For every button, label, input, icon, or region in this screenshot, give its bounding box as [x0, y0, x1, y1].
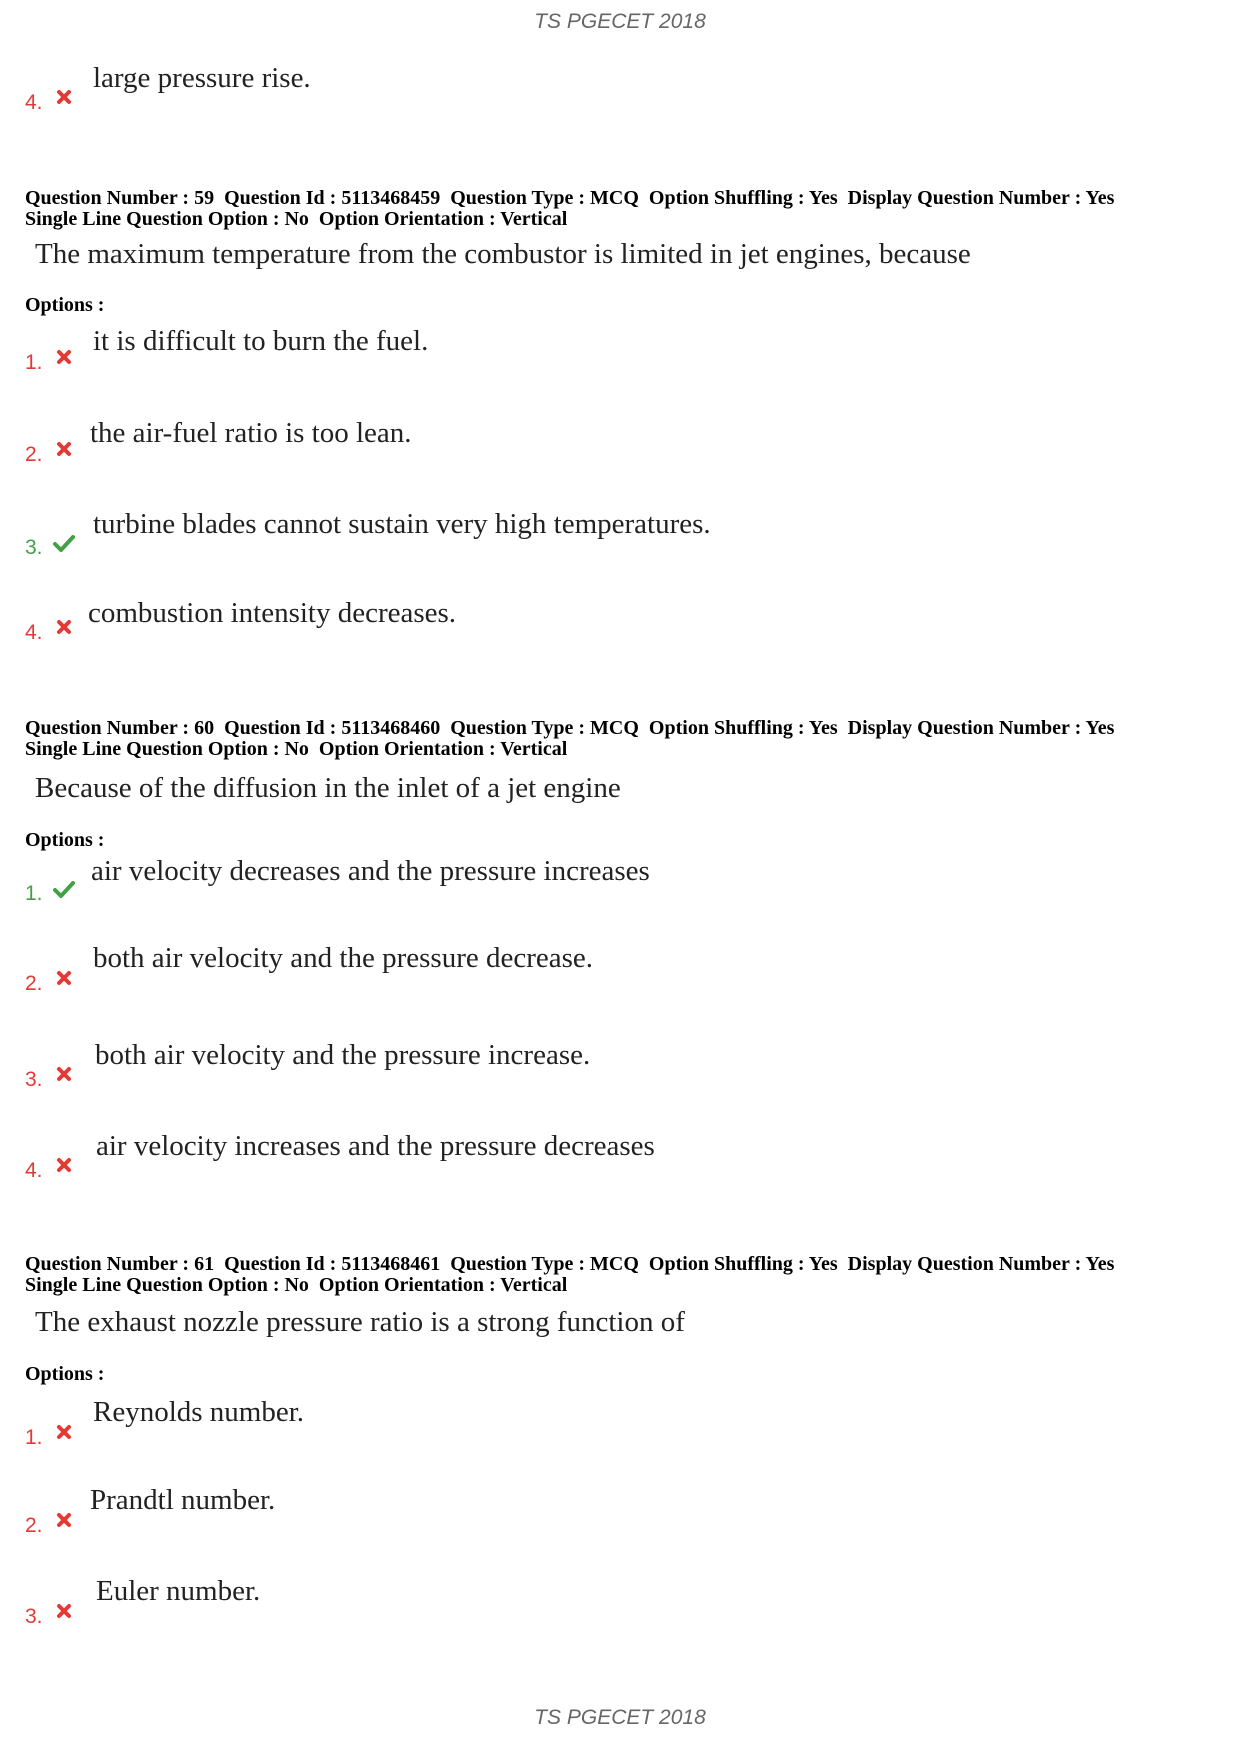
option-number: 2.: [25, 972, 43, 995]
option-text: the air-fuel ratio is too lean.: [90, 417, 412, 449]
option-number: 1.: [25, 1426, 43, 1449]
page-footer: TS PGECET 2018: [534, 1706, 706, 1729]
question-meta-line1: Question Number : 60 Question Id : 5113468460 Question Type : MCQ Option Shuffling : Yes Display Question Number : Yes: [25, 717, 1115, 739]
question-meta-line2: Single Line Question Option : No Option Orientation : Vertical: [25, 208, 568, 230]
option-number: 1.: [25, 351, 43, 374]
option-text: both air velocity and the pressure decrease.: [93, 942, 594, 974]
wrong-mark-icon: [56, 1066, 72, 1082]
options-label: Options :: [25, 1363, 105, 1385]
wrong-mark-icon: [56, 441, 72, 457]
option-number: 2.: [25, 1514, 43, 1537]
option-text: Prandtl number.: [90, 1484, 276, 1516]
wrong-mark-icon: [56, 1424, 72, 1440]
question-meta-line2: Single Line Question Option : No Option Orientation : Vertical: [25, 738, 568, 760]
wrong-mark-icon: [56, 1603, 72, 1619]
option-number: 4.: [25, 91, 43, 114]
option-text: air velocity increases and the pressure decreases: [96, 1130, 655, 1162]
option-text: turbine blades cannot sustain very high temperatures.: [93, 508, 711, 540]
wrong-mark-icon: [56, 89, 72, 105]
question-meta-line2: Single Line Question Option : No Option Orientation : Vertical: [25, 1274, 568, 1296]
question-text: The maximum temperature from the combustor is limited in jet engines, because: [35, 238, 971, 270]
wrong-mark-icon: [56, 619, 72, 635]
option-text: combustion intensity decreases.: [88, 597, 457, 629]
option-text: Reynolds number.: [93, 1396, 305, 1428]
option-text: Euler number.: [96, 1575, 261, 1607]
option-number: 2.: [25, 443, 43, 466]
option-number: 3.: [25, 536, 43, 559]
correct-mark-icon: [53, 880, 75, 898]
wrong-mark-icon: [56, 970, 72, 986]
question-meta-line1: Question Number : 61 Question Id : 5113468461 Question Type : MCQ Option Shuffling : Yes Display Question Number : Yes: [25, 1253, 1115, 1275]
wrong-mark-icon: [56, 1157, 72, 1173]
question-text: The exhaust nozzle pressure ratio is a strong function of: [35, 1306, 685, 1338]
option-text: both air velocity and the pressure increase.: [95, 1039, 591, 1071]
options-label: Options :: [25, 294, 105, 316]
options-label: Options :: [25, 829, 105, 851]
correct-mark-icon: [53, 534, 75, 552]
option-text: it is difficult to burn the fuel.: [93, 325, 429, 357]
page-header: TS PGECET 2018: [534, 10, 706, 33]
option-text: air velocity decreases and the pressure increases: [91, 855, 650, 887]
option-number: 4.: [25, 621, 43, 644]
wrong-mark-icon: [56, 349, 72, 365]
question-meta-line1: Question Number : 59 Question Id : 5113468459 Question Type : MCQ Option Shuffling : Yes Display Question Number : Yes: [25, 187, 1115, 209]
option-number: 1.: [25, 882, 43, 905]
option-number: 3.: [25, 1605, 43, 1628]
option-text: large pressure rise.: [93, 62, 311, 94]
question-text: Because of the diffusion in the inlet of a jet engine: [35, 772, 621, 804]
wrong-mark-icon: [56, 1512, 72, 1528]
option-number: 4.: [25, 1159, 43, 1182]
option-number: 3.: [25, 1068, 43, 1091]
